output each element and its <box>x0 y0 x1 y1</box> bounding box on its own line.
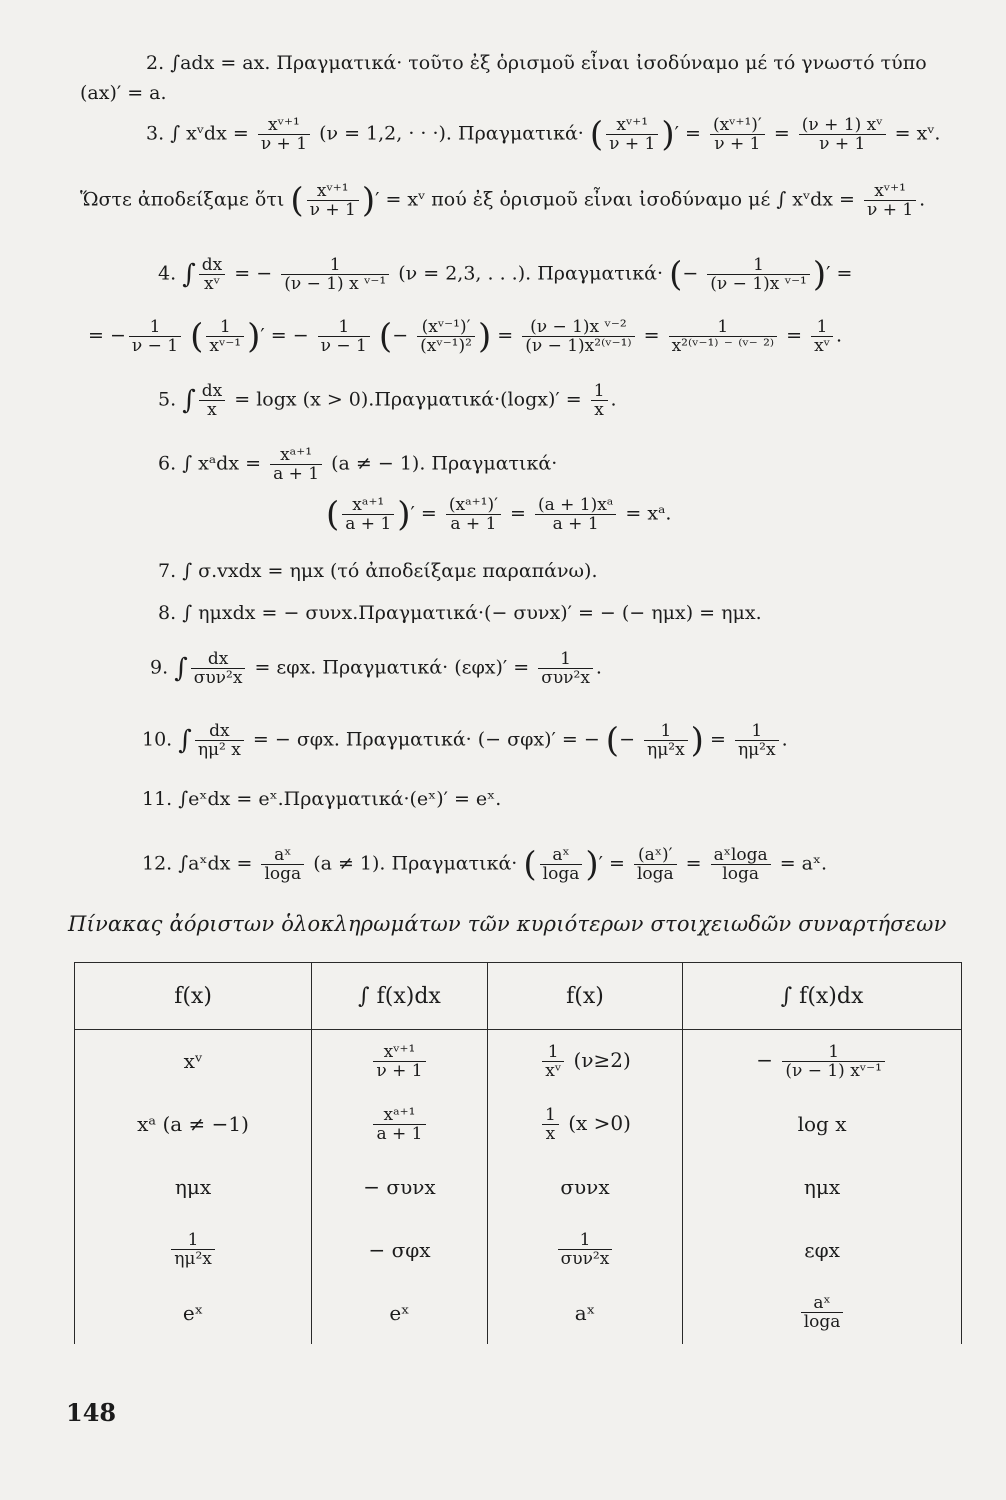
fraction: $\frac{\text{aˣ}}{\log a}$ <box>261 846 304 883</box>
fraction: $\frac{\text{xᵃ⁺¹}}{a + 1}$ <box>270 446 322 483</box>
cell: $\frac{\text{aˣ}}{\log a}$ <box>683 1281 962 1344</box>
item-number: 9. <box>150 656 169 679</box>
item-7 <box>158 560 598 582</box>
item-8 <box>158 602 762 624</box>
table-row <box>75 1030 962 1093</box>
fraction: $\frac{\text{xᵛ⁺¹}}{\nu + 1}$ <box>307 182 359 219</box>
cell: aˣ <box>487 1281 682 1344</box>
fraction: $\frac{\text{aˣ}}{\log a}$ <box>540 846 583 883</box>
fraction: $\frac{1}{\text{(ν − 1)x ᵛ⁻¹}}$ <box>707 256 810 293</box>
fraction: $\frac{1}{\text{ημ²x}}$ <box>735 722 779 759</box>
text: = εφx. Πραγματικά· (εφx)′ = <box>254 656 530 679</box>
cell: log x <box>683 1093 962 1156</box>
formula: ∫ xᵛdx = <box>170 122 249 145</box>
fraction: $\frac{\text{(ν + 1) xᵛ}}{\nu + 1}$ <box>799 116 886 153</box>
formula: ∫adx = ax. <box>170 52 271 74</box>
text: Πραγματικά· <box>391 852 518 875</box>
item-number: 11. <box>142 788 173 810</box>
fraction: $\frac{1}{\text{x²⁽ᵛ⁻¹⁾ ⁻ ⁽ᵛ⁻ ²⁾}}$ <box>669 318 778 355</box>
header-fx: f(x) <box>487 963 682 1030</box>
formula: (ax)′ = a. <box>80 82 167 104</box>
fraction: $\frac{dx}{\text{ημ² x}}$ <box>195 722 244 759</box>
cell: eˣ <box>312 1281 488 1344</box>
cell: συνx <box>487 1156 682 1219</box>
fraction: $\frac{1}{\text{συν²x}}$ <box>538 650 593 687</box>
cell: − συνx <box>312 1156 488 1219</box>
fraction: $\frac{1}{\text{ημ²x}}$ <box>644 722 688 759</box>
item-5: 5. ∫ $\frac{dx}{x}$ = logx (x > 0).Πραγματικά·(logx)′ = $\frac{1}{x}$ . <box>158 381 617 420</box>
fraction: $\frac{1}{\text{xᵛ⁻¹}}$ <box>206 318 244 355</box>
fraction: $\frac{\text{(xᵃ⁺¹)′}}{a + 1}$ <box>446 496 501 533</box>
text: Ὥστε ἀποδείξαμε ὅτι <box>80 188 285 211</box>
item-number: 5. <box>158 388 177 411</box>
cell: εφx <box>683 1218 962 1281</box>
item-number: 2. <box>146 52 165 74</box>
fraction: $\frac{dx}{x}$ <box>199 382 225 419</box>
item-6-cont: ( $\frac{\text{xᵃ⁺¹}}{a + 1}$ )′ = $\frac{\text{(xᵃ⁺¹)′}}{a + 1}$ = $\frac{\text{(a + 1)xᵃ}}{a + 1}$ = xᵃ. <box>326 494 672 535</box>
cell: − $\frac{1}{\text{(ν − 1) xᵛ⁻¹}}$ <box>683 1030 962 1093</box>
item-6 <box>158 446 557 483</box>
table-header-row <box>75 963 962 1030</box>
fraction: $\frac{\text{xᵛ⁺¹}}{\nu + 1}$ <box>864 182 916 219</box>
item-3-conclusion: Ὥστε ἀποδείξαμε ὅτι ( $\frac{\text{xᵛ⁺¹}}{\nu + 1}$ )′ = xᵛ πού ἐξ ὁρισμοῦ εἶναι ἰσοδύναμο μέ ∫ xᵛdx = $\frac{\text{xᵛ⁺¹}}{\nu + 1}$ . <box>80 180 926 221</box>
item-4: 4. ∫ $\frac{dx}{\text{xᵛ}}$ = − $\frac{1}{\text{(ν − 1) x ᵛ⁻¹}}$ (ν = 2,3, . . .). Πραγματικά· (− $\frac{1}{\text{(ν − 1)x ᵛ⁻¹}}$ )′ = <box>158 254 853 295</box>
item-10: 10. ∫ $\frac{dx}{\text{ημ² x}}$ = − σφx. Πραγματικά· (− σφx)′ = − (− $\frac{1}{\text{ημ²x}}$ ) = $\frac{1}{\text{ημ²x}}$ . <box>142 720 788 761</box>
fraction: $\frac{\text{aˣloga}}{\log a}$ <box>711 846 771 883</box>
item-2 <box>146 52 927 74</box>
cell: $\frac{1}{\text{συν²x}}$ <box>487 1218 682 1281</box>
fraction: $\frac{dx}{\text{συν²x}}$ <box>191 650 246 687</box>
cell: $\frac{\text{xᵃ⁺¹}}{a + 1}$ <box>312 1093 488 1156</box>
condition: (ν = 2,3, . . .). <box>398 262 532 285</box>
fraction: $\frac{\text{(ν − 1)x ᵛ⁻²}}{\text{(ν − 1)x²⁽ᵛ⁻¹⁾}}$ <box>522 318 634 355</box>
condition: (ν = 1,2, · · ·). <box>319 122 452 145</box>
fraction: $\frac{\text{(a + 1)xᵃ}}{a + 1}$ <box>535 496 616 533</box>
item-number: 12. <box>142 852 173 875</box>
fraction: $\frac{\text{(xᵛ⁺¹)′}}{\nu + 1}$ <box>710 116 765 153</box>
formula: = − <box>234 262 273 285</box>
fraction: $\frac{1}{\text{(ν − 1) x ᵛ⁻¹}}$ <box>281 256 389 293</box>
text: ∫eˣdx = eˣ.Πραγματικά·(eˣ)′ = eˣ. <box>178 788 502 810</box>
fraction: $\frac{\text{(xᵛ⁻¹)′}}{\text{(xᵛ⁻¹)²}}$ <box>417 318 475 355</box>
item-11 <box>142 788 501 810</box>
fraction: $\frac{1}{\text{xᵛ}}$ <box>811 318 833 355</box>
page-number: 148 <box>66 1398 117 1427</box>
header-fx: f(x) <box>75 963 312 1030</box>
result: = <box>836 262 853 285</box>
text: = logx (x > 0).Πραγματικά·(logx)′ = <box>234 388 582 411</box>
integrals-table <box>74 962 962 1344</box>
table-row <box>75 1093 962 1156</box>
cell: eˣ <box>75 1281 312 1344</box>
fraction: $\frac{1}{\nu - 1}$ <box>129 318 181 355</box>
cell: $\frac{1}{\text{xᵛ}}$ (ν≥2) <box>487 1030 682 1093</box>
fraction: $\frac{\text{xᵃ⁺¹}}{a + 1}$ <box>342 496 394 533</box>
item-number: 10. <box>142 728 173 751</box>
text: ∫ ημxdx = − συνx.Πραγματικά·(− συνx)′ = − (− ημx) = ημx. <box>182 602 762 624</box>
item-4-cont: = − $\frac{1}{\nu - 1}$ ( $\frac{1}{\text{xᵛ⁻¹}}$ )′ = − $\frac{1}{\nu - 1}$ (− $\frac{\text{(xᵛ⁻¹)′}}{\text{(xᵛ⁻¹)²}}$ ) = $\frac{\text{(ν − 1)x ᵛ⁻²}}{\text{(ν − 1)x²⁽ᵛ⁻¹⁾}}$ = $\frac{1}{\text{x²⁽ᵛ⁻¹⁾ ⁻ ⁽ᵛ⁻ ²⁾}}$ = $\frac{1}{\text{xᵛ}}$ . <box>88 316 843 357</box>
result: = xᵃ. <box>625 502 672 525</box>
cell: ημx <box>75 1156 312 1219</box>
text: Πραγματικά· <box>431 452 558 475</box>
cell: − σφx <box>312 1218 488 1281</box>
item-12: 12. ∫aˣdx = $\frac{\text{aˣ}}{\log a}$ (a ≠ 1). Πραγματικά· ( $\frac{\text{aˣ}}{\log a}$ )′ = $\frac{\text{(aˣ)′}}{\log a}$ = $\frac{\text{aˣloga}}{\log a}$ = aˣ. <box>142 844 828 885</box>
result: = xᵛ. <box>894 122 941 145</box>
fraction: $\frac{\text{xᵛ⁺¹}}{\nu + 1}$ <box>606 116 658 153</box>
item-number: 3. <box>146 122 165 145</box>
result: = aˣ. <box>779 852 828 875</box>
cell: $\frac{1}{x}$ (x >0) <box>487 1093 682 1156</box>
table-row <box>75 1281 962 1344</box>
cell: xᵛ <box>75 1030 312 1093</box>
formula: ∫aˣdx = <box>178 852 253 875</box>
cell: $\frac{1}{\text{ημ²x}}$ <box>75 1218 312 1281</box>
item-number: 8. <box>158 602 177 624</box>
fraction: $\frac{\text{(aˣ)′}}{\log a}$ <box>634 846 677 883</box>
condition: (a ≠ 1). <box>313 852 386 875</box>
table-caption: Πίνακας ἀόριστων ὁλοκληρωμάτων τῶν κυριότερων στοιχειωδῶν συναρτήσεων <box>68 912 947 936</box>
header-integral: ∫ f(x)dx <box>312 963 488 1030</box>
text: Πραγματικά· <box>458 122 584 145</box>
text: Πραγματικά· <box>537 262 664 285</box>
cell: xᵃ (a ≠ −1) <box>75 1093 312 1156</box>
fraction: $\frac{1}{\nu - 1}$ <box>318 318 370 355</box>
fraction: $\frac{dx}{\text{xᵛ}}$ <box>199 256 225 293</box>
item-9: 9. ∫ $\frac{dx}{\text{συν²x}}$ = εφx. Πραγματικά· (εφx)′ = $\frac{1}{\text{συν²x}}$ . <box>150 649 602 688</box>
text: = xᵛ πού ἐξ ὁρισμοῦ εἶναι ἰσοδύναμο μέ ∫ xᵛdx = <box>385 188 855 211</box>
condition: (a ≠ − 1). <box>331 452 426 475</box>
item-number: 6. <box>158 452 177 475</box>
table-row <box>75 1156 962 1219</box>
text: Πραγματικά· τοῦτο ἐξ ὁρισμοῦ εἶναι ἰσοδύναμο μέ τό γνωστό τύπο <box>276 52 927 74</box>
item-number: 7. <box>158 560 177 582</box>
text: ∫ σ.vxdx = ημx (τό ἀποδείξαμε παραπάνω). <box>182 560 598 582</box>
item-2-cont <box>80 82 167 104</box>
item-number: 4. <box>158 262 177 285</box>
header-integral: ∫ f(x)dx <box>683 963 962 1030</box>
item-3: 3. ∫ xᵛdx = $\frac{\text{xᵛ⁺¹}}{\nu + 1}$ (ν = 1,2, · · ·). Πραγματικά· ( $\frac{\text{xᵛ⁺¹}}{\nu + 1}$ )′ = $\frac{\text{(xᵛ⁺¹)′}}{\nu + 1}$ = $\frac{\text{(ν + 1) xᵛ}}{\nu + 1}$ = xᵛ. <box>146 114 941 155</box>
fraction: $\frac{\text{xᵛ⁺¹}}{\nu + 1}$ <box>258 116 310 153</box>
fraction: $\frac{1}{x}$ <box>591 382 608 419</box>
cell: ημx <box>683 1156 962 1219</box>
text: = − σφx. Πραγματικά· (− σφx)′ = − <box>252 728 600 751</box>
cell: $\frac{\text{xᵛ⁺¹}}{\nu + 1}$ <box>312 1030 488 1093</box>
formula: ∫ xᵃdx = <box>182 452 262 475</box>
table-row <box>75 1218 962 1281</box>
